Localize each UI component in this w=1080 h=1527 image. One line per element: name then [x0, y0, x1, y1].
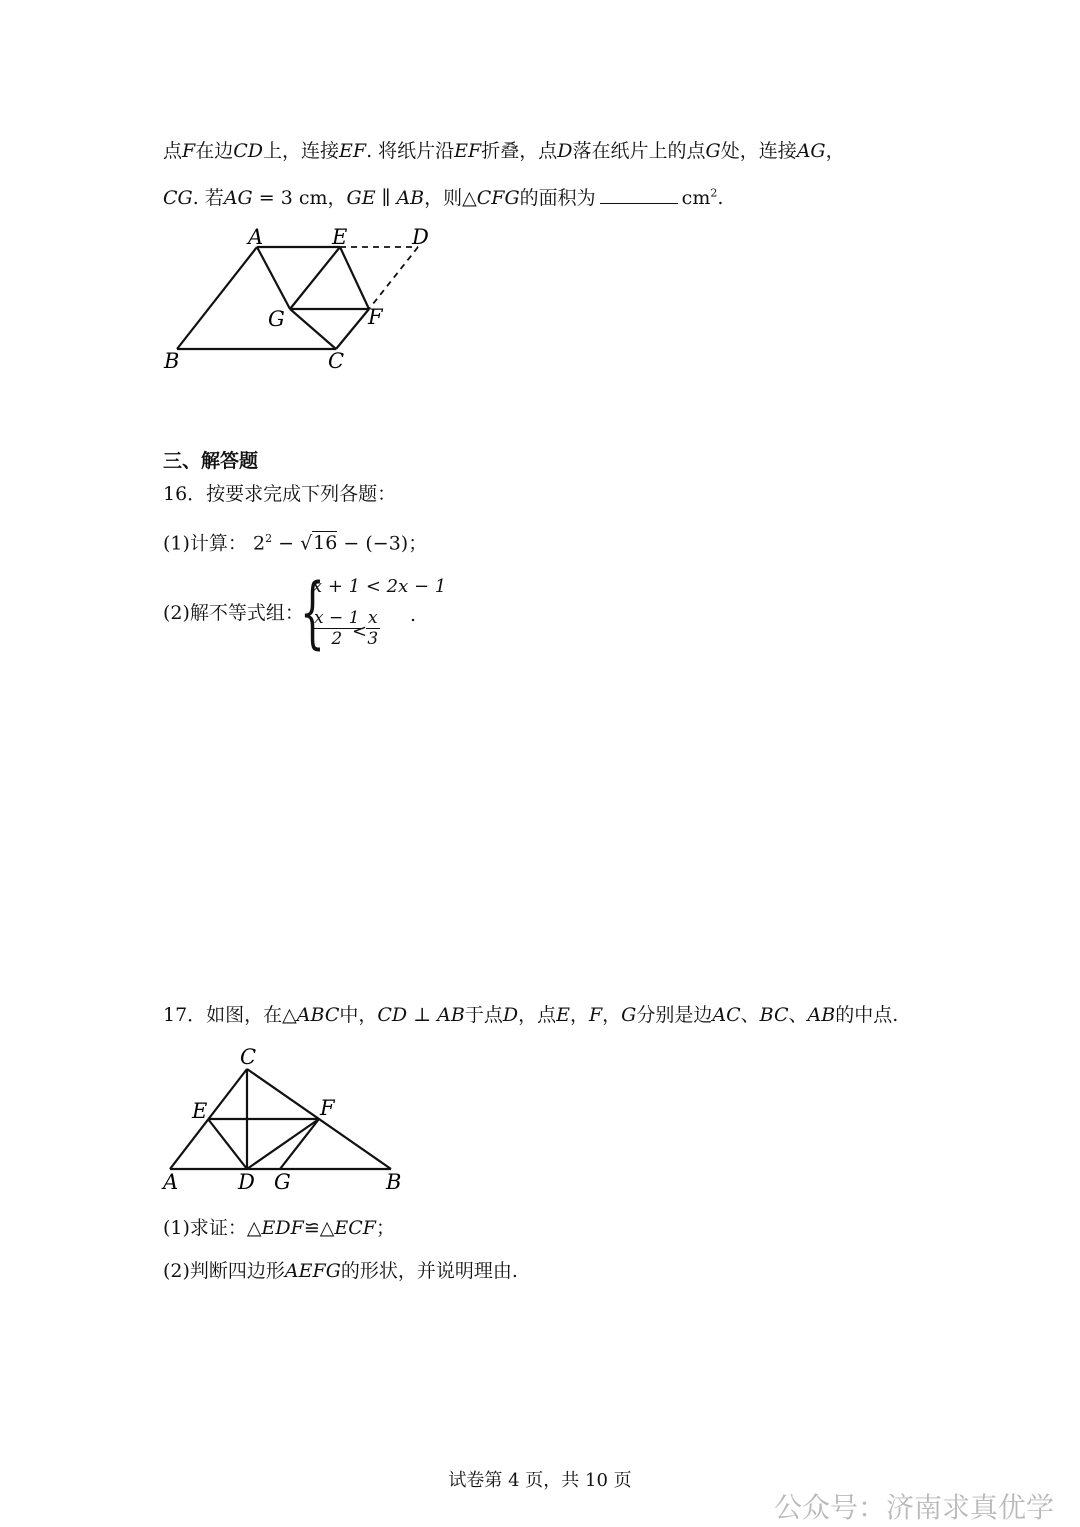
label-G: G — [268, 307, 285, 331]
label-D: D — [238, 1170, 255, 1194]
fraction-2: $\frac{x}{3}$ — [367, 608, 379, 649]
q15-parallelogram-figure — [160, 225, 460, 375]
label-E: E — [192, 1099, 208, 1123]
label-E: E — [332, 225, 348, 249]
brace-icon: { — [300, 568, 325, 658]
q15-line-2: CG. 若AG = 3 cm，GE ∥ AB，则△CFG的面积为 $cm^2$. — [163, 186, 724, 209]
page-footer: 试卷第 4 页，共 10 页 — [448, 1470, 632, 1491]
label-F: F — [320, 1096, 335, 1120]
label-F: F — [368, 305, 383, 329]
label-D: D — [412, 225, 429, 249]
q15-line-1: 点F在边CD上，连接EF. 将纸片沿EF折叠，点D落在纸片上的点G处，连接AG， — [163, 140, 845, 162]
q16-intro: 16．按要求完成下列各题： — [163, 483, 397, 505]
label-G: G — [274, 1170, 291, 1194]
fraction-1: $\frac{x - 1}{2}$ — [314, 608, 360, 649]
label-B: B — [164, 349, 180, 373]
q16-end-dot: . — [410, 604, 417, 626]
q17-intro: 17．如图，在△ABC中，CD ⊥ AB于点D，点E，F，G分别是边AC、BC、AB的中点. — [163, 1004, 899, 1026]
less-than: < — [352, 621, 368, 642]
q16-part2-label: (2)解不等式组： — [163, 602, 304, 624]
label-A: A — [163, 1170, 179, 1194]
label-B: B — [386, 1170, 402, 1194]
label-A: A — [248, 225, 264, 249]
answer-blank — [600, 185, 678, 204]
label-C: C — [328, 349, 345, 373]
inequality-1: x + 1 < 2x − 1 — [312, 576, 447, 597]
watermark: 公众号：济南求真优学 — [773, 1491, 1054, 1524]
q17-part2: (2)判断四边形AEFG的形状，并说明理由. — [163, 1260, 518, 1282]
q17-part1: (1)求证：△EDF≌△ECF； — [163, 1217, 395, 1239]
label-C: C — [240, 1045, 257, 1069]
q16-part1: (1)计算： $2^2 - √16 - (-3)$； — [163, 532, 428, 555]
q17-triangle-figure — [158, 1045, 418, 1195]
section-title: 三、解答题 — [163, 450, 259, 472]
